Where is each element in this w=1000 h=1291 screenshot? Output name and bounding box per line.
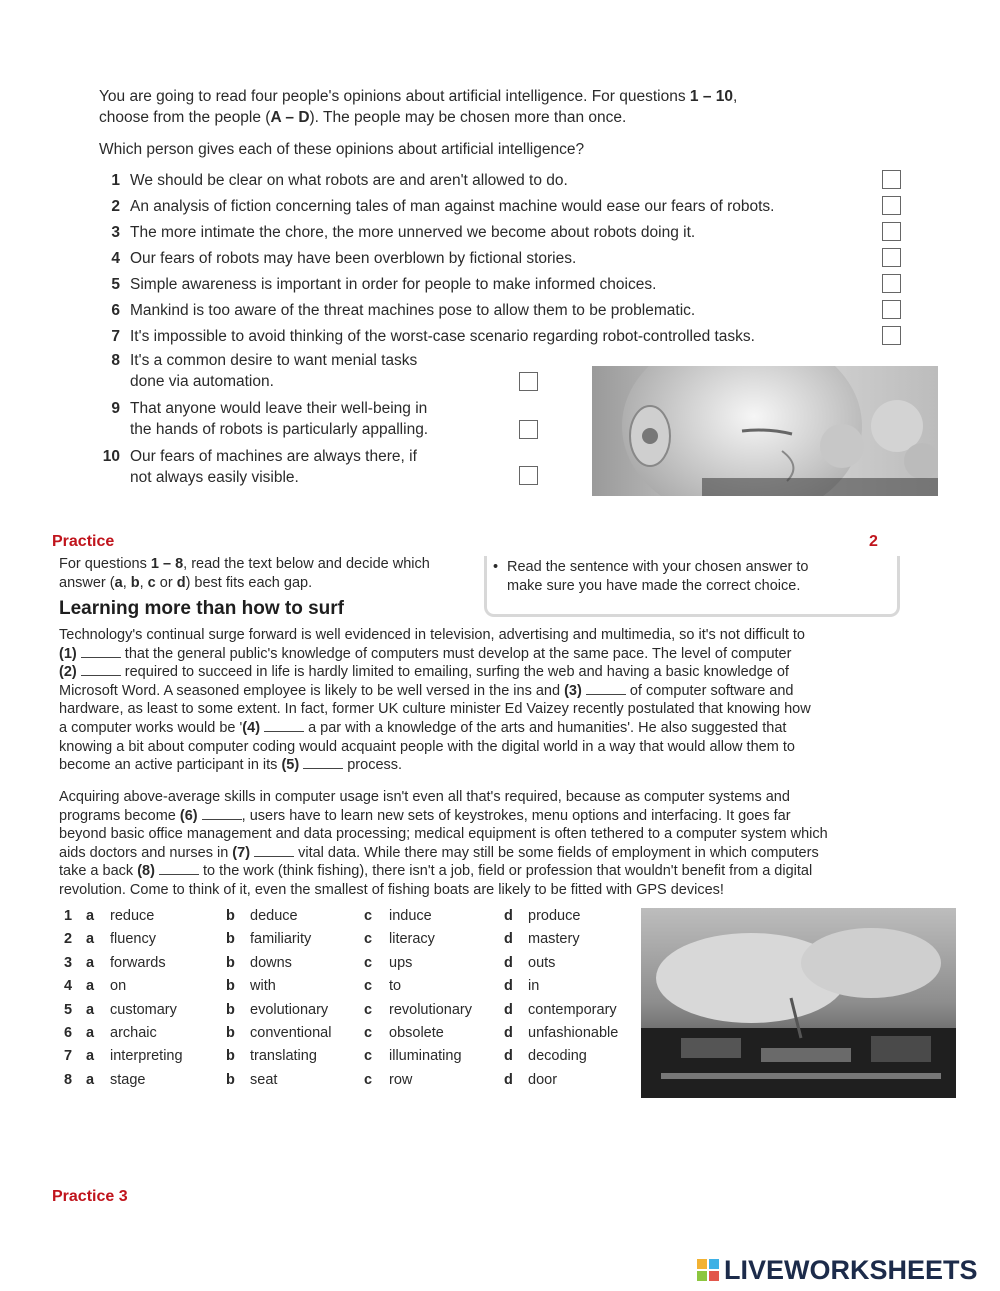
option-letter: d bbox=[504, 978, 513, 995]
answer-box[interactable] bbox=[882, 274, 901, 293]
question-range: 1 – 10 bbox=[689, 88, 734, 105]
article-line bbox=[59, 807, 899, 826]
article-text: beyond basic office management and data processing; medical equipment is often tethered to a computer system which bbox=[59, 826, 828, 843]
gap-blank[interactable] bbox=[81, 664, 121, 676]
article-text: required to succeed in life is hardly limited to emailing, surfing the web and having a basic knowledge of bbox=[120, 664, 789, 681]
option-word[interactable]: obsolete bbox=[389, 1025, 444, 1041]
gap-blank[interactable] bbox=[586, 683, 626, 695]
option-word[interactable]: interpreting bbox=[110, 1048, 183, 1065]
gap-number: (4) bbox=[242, 719, 261, 736]
option-number: 4 bbox=[64, 978, 73, 995]
article-line bbox=[59, 626, 899, 645]
option-number: 5 bbox=[64, 1001, 73, 1018]
article-text: hardware, as least to some extent. In fact, former UK culture minister Ed Vaizey recently postulated that knowing how bbox=[59, 701, 811, 718]
article-line bbox=[59, 663, 899, 682]
answer-box[interactable] bbox=[882, 300, 901, 319]
article-text: become an active participant in its bbox=[59, 757, 282, 774]
article-line bbox=[59, 862, 899, 881]
gap-number: (7) bbox=[232, 844, 251, 861]
option-letter: a bbox=[86, 1001, 95, 1018]
question-number: 1 bbox=[111, 172, 120, 189]
question-text: Our fears of machines are always there, if bbox=[130, 448, 417, 465]
option-letter: b bbox=[226, 931, 235, 948]
hands-circuit-image bbox=[641, 908, 956, 1098]
tip-text: • Read the sentence with your chosen answer to make sure you have made the correct choice. bbox=[493, 559, 809, 594]
question-text: not always easily visible. bbox=[130, 469, 299, 486]
article-text: Technology's continual surge forward is well evidenced in television, advertising and multimedia, so it's not difficult to bbox=[59, 627, 805, 643]
intro-text: choose from the people ( bbox=[99, 109, 271, 126]
people-range: A – D bbox=[270, 109, 310, 126]
article-line bbox=[59, 700, 899, 719]
option-letter: c bbox=[364, 954, 373, 971]
option-letter: a bbox=[86, 908, 95, 924]
option-letter: a bbox=[86, 954, 95, 971]
question-text: Simple awareness is important in order for people to make informed choices. bbox=[130, 276, 657, 293]
option-word[interactable]: to bbox=[389, 978, 402, 995]
option-letter: b bbox=[226, 1071, 235, 1088]
option-word[interactable]: decoding bbox=[528, 1048, 587, 1065]
reading-task-section bbox=[0, 0, 1000, 500]
option-letter: a bbox=[86, 931, 95, 948]
intro-text: , bbox=[733, 88, 738, 105]
article-text: Acquiring above-average skills in computer usage isn't even all that's required, because as computer systems and bbox=[59, 789, 790, 805]
option-word[interactable]: seat bbox=[250, 1071, 278, 1088]
practice-instructions: For questions 1 – 8, read the text below and decide which answer (a, b, c or d) best fits each gap. bbox=[59, 556, 430, 591]
question-number: 9 bbox=[111, 400, 120, 417]
article-title: Learning more than how to surf bbox=[59, 598, 345, 619]
option-word[interactable]: outs bbox=[528, 954, 556, 971]
article-text: Microsoft Word. A seasoned employee is likely to be well versed in the ins and bbox=[59, 682, 565, 699]
article-line bbox=[59, 825, 899, 844]
option-word[interactable]: row bbox=[389, 1071, 413, 1088]
option-letter: c bbox=[364, 908, 373, 924]
question-number: 3 bbox=[111, 224, 120, 241]
option-letter: c bbox=[364, 1048, 373, 1065]
option-number: 3 bbox=[64, 954, 73, 971]
option-letter: a bbox=[86, 1025, 95, 1041]
question-number: 8 bbox=[111, 352, 120, 369]
option-word[interactable]: familiarity bbox=[250, 931, 312, 948]
option-word[interactable]: ups bbox=[389, 954, 413, 971]
option-letter: a bbox=[86, 978, 95, 995]
practice-3-heading: Practice 3 bbox=[52, 1188, 128, 1205]
option-letter: a bbox=[86, 1071, 95, 1088]
article-line bbox=[59, 844, 899, 863]
question-text: done via automation. bbox=[130, 373, 274, 390]
option-word[interactable]: conventional bbox=[250, 1025, 332, 1041]
option-word[interactable]: induce bbox=[389, 908, 432, 924]
article-text: knowing a bit about computer coding would acquaint people with the digital world in a way that would allow them to bbox=[59, 738, 795, 755]
gap-blank[interactable] bbox=[81, 646, 121, 658]
gap-blank[interactable] bbox=[202, 808, 242, 820]
question-number: 6 bbox=[111, 302, 120, 319]
option-word[interactable]: archaic bbox=[110, 1025, 157, 1041]
article-text: a par with a knowledge of the arts and humanities'. He also suggested that bbox=[304, 719, 787, 736]
article-text: take a back bbox=[59, 863, 138, 880]
option-letter: d bbox=[504, 931, 513, 948]
article-line bbox=[59, 738, 899, 757]
article-text: revolution. Come to think of it, even the smallest of fishing boats are likely to be fitted with GPS devices! bbox=[59, 881, 724, 898]
article-line bbox=[59, 881, 899, 900]
article-text: process. bbox=[343, 757, 403, 774]
option-letter: b bbox=[226, 978, 235, 995]
practice-heading: Practice bbox=[52, 533, 115, 550]
task-instructions bbox=[99, 86, 859, 128]
option-word[interactable]: in bbox=[528, 978, 540, 995]
question-text: It's impossible to avoid thinking of the worst-case scenario regarding robot-controlled tasks. bbox=[130, 328, 755, 345]
option-word[interactable]: translating bbox=[250, 1048, 317, 1065]
option-letter: c bbox=[364, 1001, 373, 1018]
question-number: 10 bbox=[102, 448, 120, 465]
liveworksheets-logo-icon bbox=[697, 1259, 719, 1281]
option-word[interactable]: door bbox=[528, 1071, 558, 1088]
question-text: Mankind is too aware of the threat machines pose to allow them to be problematic. bbox=[130, 302, 696, 319]
option-letter: d bbox=[504, 1001, 513, 1018]
option-word[interactable]: with bbox=[250, 978, 276, 995]
liveworksheets-logo[interactable] bbox=[697, 1255, 978, 1286]
option-letter: c bbox=[364, 1071, 373, 1088]
option-word[interactable]: downs bbox=[250, 954, 292, 971]
option-word[interactable]: on bbox=[110, 978, 127, 995]
article-line bbox=[59, 719, 899, 738]
article-line bbox=[59, 682, 899, 701]
article-text: that the general public's knowledge of computers must develop at the same pace. The level of computer bbox=[120, 645, 792, 662]
article-text: aids doctors and nurses in bbox=[59, 844, 233, 861]
option-letter: d bbox=[504, 954, 513, 971]
task-question: Which person gives each of these opinions about artificial intelligence? bbox=[99, 141, 585, 158]
option-word[interactable]: evolutionary bbox=[250, 1001, 329, 1018]
article-text: , users have to learn new sets of keystrokes, menu options and interfacing. It goes far bbox=[241, 807, 791, 824]
option-word[interactable]: literacy bbox=[389, 931, 435, 948]
option-letter: d bbox=[504, 1071, 513, 1088]
question-number: 4 bbox=[111, 250, 120, 267]
option-number: 1 bbox=[64, 908, 73, 924]
question-number: 2 bbox=[111, 198, 120, 215]
article-text: to the work (think fishing), there isn't a job, field or profession that wouldn't benefit from a digital bbox=[198, 863, 813, 880]
question-text: the hands of robots is particularly appalling. bbox=[130, 421, 429, 438]
gap-number: (5) bbox=[281, 757, 300, 774]
option-word[interactable]: revolutionary bbox=[389, 1001, 473, 1018]
option-letter: d bbox=[504, 1048, 513, 1065]
option-word[interactable]: reduce bbox=[110, 908, 155, 924]
option-letter: d bbox=[504, 908, 513, 924]
gap-number: (8) bbox=[137, 863, 155, 880]
article-paragraph-1 bbox=[59, 626, 899, 775]
option-word[interactable]: fluency bbox=[110, 931, 156, 948]
answer-box[interactable] bbox=[882, 248, 901, 267]
option-number: 6 bbox=[64, 1025, 73, 1041]
option-word[interactable]: stage bbox=[110, 1071, 146, 1088]
gap-number: (2) bbox=[59, 664, 77, 681]
question-text: That anyone would leave their well-being in bbox=[130, 400, 428, 417]
option-word[interactable]: unfashionable bbox=[528, 1025, 619, 1041]
option-number: 7 bbox=[64, 1048, 73, 1065]
article-line bbox=[59, 645, 899, 664]
question-text: An analysis of fiction concerning tales of man against machine would ease our fears of robots. bbox=[130, 198, 775, 215]
answer-box[interactable] bbox=[882, 222, 901, 241]
question-text: The more intimate the chore, the more unnerved we become about robots doing it. bbox=[130, 224, 696, 241]
question-number: 7 bbox=[111, 328, 120, 345]
article-text: a computer works would be ' bbox=[59, 719, 243, 736]
option-letter: b bbox=[226, 1025, 235, 1041]
option-word[interactable]: forwards bbox=[110, 954, 166, 971]
option-letter: c bbox=[364, 978, 373, 995]
gap-number: (1) bbox=[59, 645, 77, 662]
option-number: 2 bbox=[64, 931, 73, 948]
option-letter: b bbox=[226, 954, 235, 971]
answer-box[interactable] bbox=[882, 170, 901, 189]
intro-text: ). The people may be chosen more than once. bbox=[309, 109, 627, 126]
option-number: 8 bbox=[64, 1071, 73, 1088]
option-word[interactable]: produce bbox=[528, 908, 581, 924]
option-letter: c bbox=[364, 1025, 373, 1041]
gap-number: (6) bbox=[179, 807, 198, 824]
article-text: of computer software and bbox=[625, 682, 794, 699]
gap-blank[interactable] bbox=[159, 863, 199, 875]
option-word[interactable]: deduce bbox=[250, 908, 298, 924]
option-word[interactable]: mastery bbox=[528, 931, 580, 948]
option-word[interactable]: illuminating bbox=[389, 1048, 462, 1065]
robot-image bbox=[592, 366, 938, 496]
answer-box[interactable] bbox=[519, 466, 538, 485]
gap-blank[interactable] bbox=[254, 845, 294, 857]
question-number: 5 bbox=[111, 276, 120, 293]
option-letter: c bbox=[364, 931, 373, 948]
answer-box[interactable] bbox=[519, 372, 538, 391]
question-text: It's a common desire to want menial tasks bbox=[130, 352, 418, 369]
option-letter: d bbox=[504, 1025, 513, 1041]
article-text: vital data. While there may still be some fields of employment in which computers bbox=[294, 844, 819, 861]
option-word[interactable]: customary bbox=[110, 1001, 177, 1018]
option-letter: b bbox=[226, 1001, 235, 1018]
option-letter: b bbox=[226, 1048, 235, 1065]
gap-blank[interactable] bbox=[303, 757, 343, 769]
answer-box[interactable] bbox=[519, 420, 538, 439]
bullet-icon: • bbox=[493, 559, 499, 575]
option-letter: b bbox=[226, 908, 235, 924]
answer-box[interactable] bbox=[882, 196, 901, 215]
option-letter: a bbox=[86, 1048, 95, 1065]
intro-text: You are going to read four people's opinions about artificial intelligence. For questions bbox=[99, 88, 690, 105]
logo-text: LIVEWORKSHEETS bbox=[724, 1255, 978, 1285]
article-paragraph-2 bbox=[59, 788, 899, 900]
gap-blank[interactable] bbox=[264, 720, 304, 732]
gap-number: (3) bbox=[564, 682, 582, 699]
article-line bbox=[59, 788, 899, 807]
answer-box[interactable] bbox=[882, 326, 901, 345]
article-line bbox=[59, 756, 899, 775]
practice-number: 2 bbox=[869, 533, 878, 550]
question-text: Our fears of robots may have been overblown by fictional stories. bbox=[130, 250, 577, 267]
article-text: programs become bbox=[59, 807, 180, 824]
option-word[interactable]: contemporary bbox=[528, 1001, 617, 1018]
question-text: We should be clear on what robots are and aren't allowed to do. bbox=[130, 172, 568, 189]
